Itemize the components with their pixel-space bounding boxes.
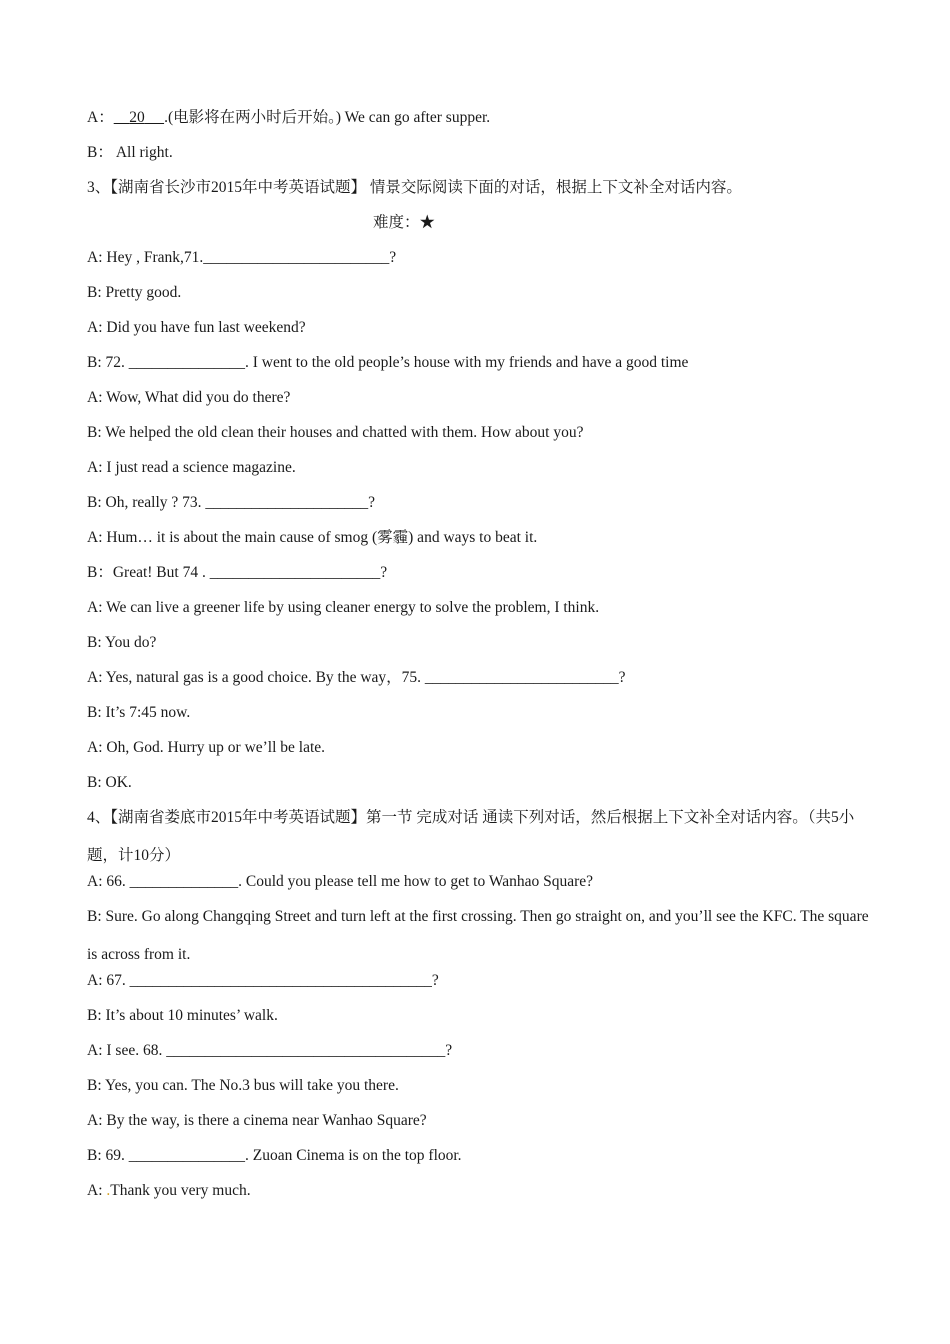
q4-line-4: B: Yes, you can. The No.3 bus will take you there. <box>87 1077 399 1094</box>
q4-line-1: A: 67. _______________________________________? <box>87 972 439 989</box>
q3-line-7: A: I just read a science magazine. <box>87 459 296 476</box>
q4-last-text: Thank you very much. <box>110 1182 251 1199</box>
q3-line-12: B: You do? <box>87 634 157 651</box>
q3-line-3: A: Did you have fun last weekend? <box>87 319 306 336</box>
q3-line-2: B: Pretty good. <box>87 284 182 301</box>
q2-answer-line <box>87 108 877 128</box>
q3-line-5: A: Wow, What did you do there? <box>87 389 291 406</box>
q2-answer-blank <box>114 109 164 126</box>
q3-line-8: B: Oh, really ? 73. _____________________? <box>87 494 376 511</box>
q4-line-5: A: By the way, is there a cinema near Wanhao Square? <box>87 1112 427 1129</box>
q3-line-4: B: 72. _______________. I went to the old people’s house with my friends and have a good time <box>87 354 689 371</box>
q3-line-15: A: Oh, God. Hurry up or we’ll be late. <box>87 739 326 756</box>
q4-last-line <box>87 1181 877 1201</box>
q3-line-9: A: Hum… it is about the main cause of smog (雾霾) and ways to beat it. <box>87 529 538 546</box>
q4-line-a66: A: 66. ______________. Could you please tell me how to get to Wanhao Square? <box>87 873 594 890</box>
q3-line-16: B: OK. <box>87 774 132 791</box>
q2-b-line: B： All right. <box>87 144 173 161</box>
q3-line-1: A: Hey , Frank,71.________________________? <box>87 249 397 266</box>
q4-line-2: B: It’s about 10 minutes’ walk. <box>87 1007 278 1024</box>
q4-line-b-directions: B: Sure. Go along Changqing Street and turn left at the first crossing. Then go straight on, and you’ll see the KFC. The square is across from it. <box>87 908 869 963</box>
document-page <box>87 108 877 1201</box>
q2-a-prefix: A： <box>87 109 114 126</box>
q4-last-prefix: A: <box>87 1182 107 1199</box>
q3-line-13: A: Yes, natural gas is a good choice. By the way，75. _________________________? <box>87 669 626 686</box>
q2-a-rest: .(电影将在两小时后开始。) We can go after supper. <box>164 109 491 126</box>
q4-header: 4、【湖南省娄底市2015年中考英语试题】第一节 完成对话 通读下列对话，然后根据上下文补全对话内容。（共5小题，计10分） <box>87 809 855 864</box>
q3-line-11: A: We can live a greener life by using cleaner energy to solve the problem, I think. <box>87 599 600 616</box>
q4-line-6: B: 69. _______________. Zuoan Cinema is on the top floor. <box>87 1147 462 1164</box>
stray-mark: . <box>106 1182 111 1199</box>
q2-answer-value: 20 <box>129 109 145 126</box>
q4-line-3: A: I see. 68. ____________________________________? <box>87 1042 453 1059</box>
q3-line-14: B: It’s 7:45 now. <box>87 704 191 721</box>
q3-line-10: B：Great! But 74 . ______________________? <box>87 564 388 581</box>
q3-line-6: B: We helped the old clean their houses and chatted with them. How about you? <box>87 424 584 441</box>
q3-header: 3、【湖南省长沙市2015年中考英语试题】 情景交际阅读下面的对话，根据上下文补全对话内容。 <box>87 179 742 196</box>
q3-difficulty: 难度：★ <box>373 214 436 231</box>
